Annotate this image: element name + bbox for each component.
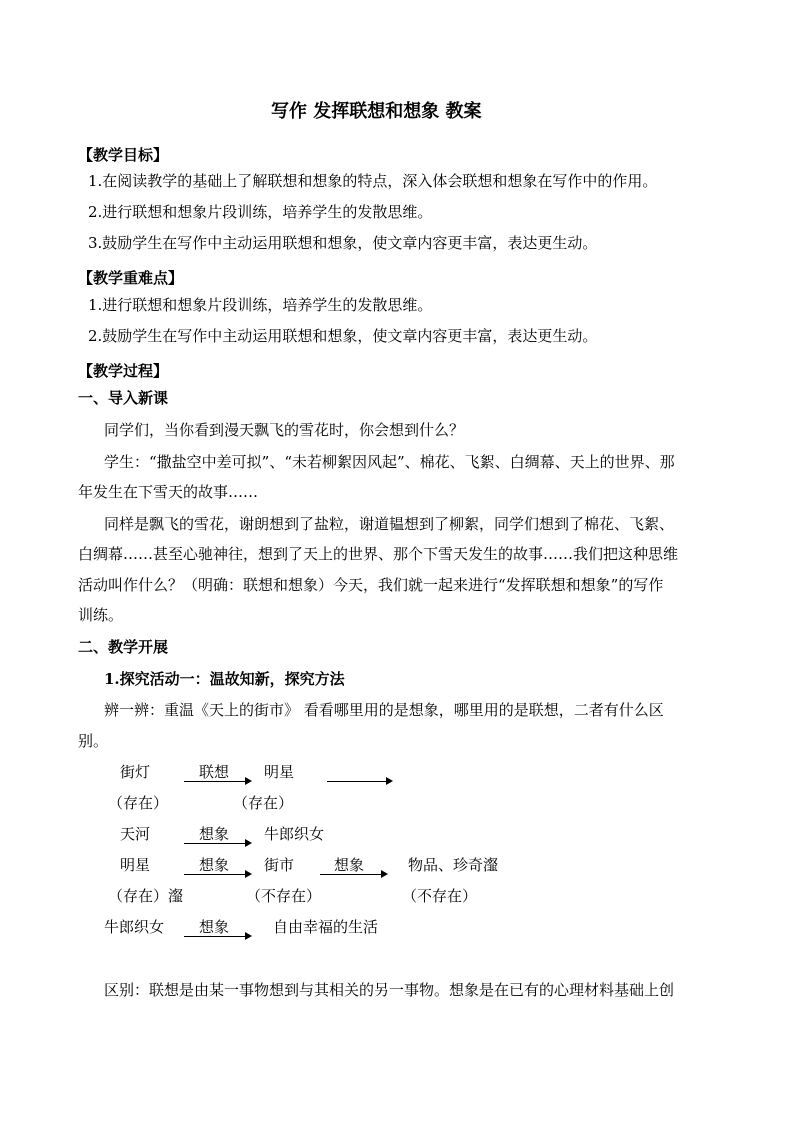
compare-line-1: 辨一辨：重温《天上的街市》 看看哪里用的是想象，哪里用的是联想，二者有什么区: [104, 701, 664, 719]
node-goods: [408, 855, 498, 875]
part2-heading: 二、教学开展: [78, 638, 169, 656]
intro-paragraph-1: 同学们，当你看到漫天飘飞的雪花时，你会想到什么？: [104, 421, 465, 439]
label-exist-3-text: （存在）: [108, 887, 169, 905]
compare-line-2: 别。: [78, 732, 109, 750]
node-star-2: 明星: [120, 856, 151, 874]
node-goods-glyph: 瀣: [483, 856, 499, 874]
key-point-item-1: 1.进行联想和想象片段训练，培养学生的发散思维。: [88, 296, 433, 314]
edge-label-imagination-4: 想象: [199, 918, 230, 936]
difference-line-1: 区别：联想是由某一事物想到与其相关的另一事物。想象是在已有的心理材料基础上创: [104, 981, 675, 999]
label-exist-1: （存在）: [108, 794, 169, 812]
key-points-heading: 【教学重难点】: [78, 269, 184, 287]
arrow-right-icon: [184, 843, 250, 844]
node-free-happy-life: 自由幸福的生活: [273, 918, 379, 936]
node-streetlight: 街灯: [120, 763, 151, 781]
edge-label-imagination-1: 想象: [199, 825, 230, 843]
goal-item-3: 3.鼓励学生在写作中主动运用联想和想象，使文章内容更丰富，表达更生动。: [88, 234, 598, 252]
label-not-exist-1: （不存在）: [246, 887, 322, 905]
page-title: 写作 发挥联想和想象 教案: [271, 101, 482, 122]
key-point-item-2: 2.鼓励学生在写作中主动运用联想和想象，使文章内容更丰富，表达更生动。: [88, 327, 598, 345]
goals-heading: 【教学目标】: [78, 146, 169, 164]
activity-1-heading: 1.探究活动一：温故知新，探究方法: [104, 670, 345, 688]
edge-label-association: 联想: [199, 763, 230, 781]
intro-paragraph-3-line-1: 同样是飘飞的雪花，谢朗想到了盐粒，谢道韫想到了柳絮，同学们想到了棉花、飞絮、: [104, 515, 675, 533]
process-heading: 【教学过程】: [78, 362, 169, 380]
label-not-exist-2: （不存在）: [402, 887, 478, 905]
label-exist-2: （存在）: [233, 794, 294, 812]
node-street-market: 街市: [264, 856, 295, 874]
goal-item-2: 2.进行联想和想象片段训练，培养学生的发散思维。: [88, 203, 433, 221]
intro-paragraph-3-line-2: 白绸幕……甚至心驰神往，想到了天上的世界、那个下雪天发生的故事……我们把这种思维: [78, 545, 679, 563]
node-cowherd-weaver: 牛郎织女: [264, 825, 325, 843]
node-star-1: 明星: [264, 763, 295, 781]
edge-label-imagination-2: 想象: [199, 856, 230, 874]
arrow-right-icon: [327, 781, 391, 782]
intro-paragraph-2-line-2: 年发生在下雪天的故事……: [78, 483, 259, 501]
node-goods-text: 物品、珍奇: [408, 856, 484, 874]
label-exist-3: [108, 886, 183, 906]
part1-heading: 一、导入新课: [78, 389, 169, 407]
intro-paragraph-3-line-3: 活动叫作什么？（明确：联想和想象）今天，我们就一起来进行“发挥联想和想象”的写作: [78, 576, 664, 594]
goal-item-1: 1.在阅读教学的基础上了解联想和想象的特点，深入体会联想和想象在写作中的作用。: [88, 172, 658, 190]
arrow-right-icon: [184, 874, 250, 875]
node-cowherd-weaver-2: 牛郎织女: [104, 918, 165, 936]
edge-label-imagination-3: 想象: [334, 856, 365, 874]
arrow-right-icon: [184, 781, 250, 782]
label-exist-3-glyph: 瀣: [168, 887, 184, 905]
intro-paragraph-3-line-4: 训练。: [78, 606, 124, 624]
arrow-right-icon: [184, 936, 250, 937]
arrow-right-icon: [320, 874, 386, 875]
intro-paragraph-2-line-1: 学生：“撒盐空中差可拟”、“未若柳絮因风起”、棉花、飞絮、白绸幕、天上的世界、那: [104, 453, 675, 471]
node-milky-way: 天河: [120, 825, 151, 843]
